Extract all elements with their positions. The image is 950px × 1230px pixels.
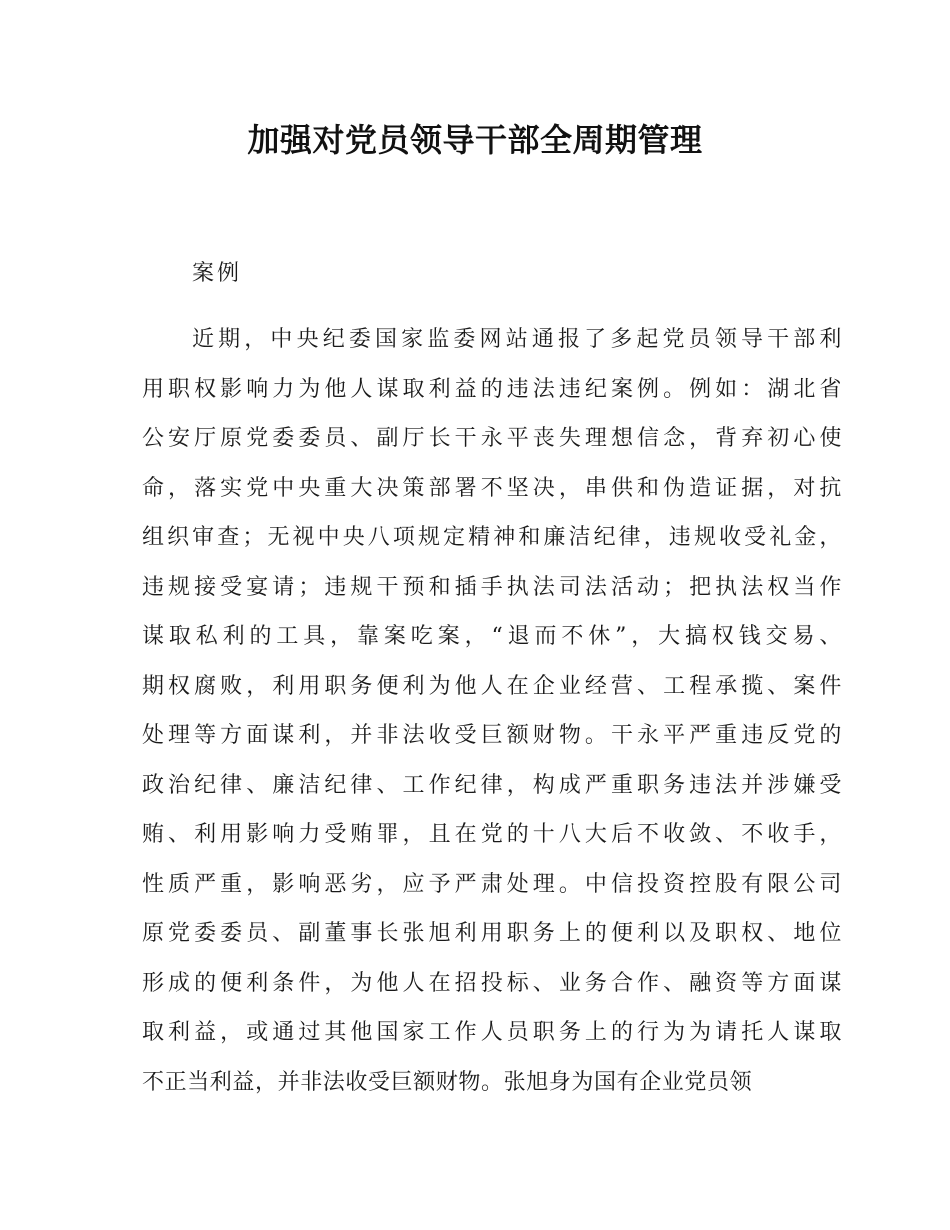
paragraph-line: 贿、利用影响力受贿罪，且在党的十八大后不收敛、不收手， — [142, 822, 842, 847]
paragraph-line: 处理等方面谋利，并非法收受巨额财物。干永平严重违反党的 — [142, 723, 842, 748]
paragraph-line: 期权腐败，利用职务便利为他人在企业经营、工程承揽、案件 — [142, 673, 842, 699]
paragraph-line: 政治纪律、廉洁纪律、工作纪律，构成严重职务违法并涉嫌受 — [142, 772, 842, 798]
paragraph-line: 谋取私利的工具，靠案吃案，“退而不休”，大搞权钱交易、 — [142, 624, 842, 649]
paragraph-line: 违规接受宴请；违规干预和插手执法司法活动；把执法权当作 — [142, 574, 842, 600]
paragraph-line: 用职权影响力为他人谋取利益的违法违纪案例。例如：湖北省 — [142, 376, 842, 402]
paragraph-line: 不正当利益，并非法收受巨额财物。张旭身为国有企业党员领 — [142, 1069, 753, 1095]
paragraph-line: 公安厅原党委委员、副厅长干永平丧失理想信念，背弃初心使 — [142, 426, 842, 451]
paragraph-line: 形成的便利条件，为他人在招投标、业务合作、融资等方面谋 — [142, 970, 842, 996]
section-label: 案例 — [192, 261, 243, 286]
document-title: 加强对党员领导干部全周期管理 — [247, 121, 703, 159]
paragraph-line: 原党委委员、副董事长张旭利用职务上的便利以及职权、地位 — [142, 921, 842, 946]
body-paragraph — [142, 322, 842, 1114]
paragraph-line: 近期，中央纪委国家监委网站通报了多起党员领导干部利 — [192, 327, 842, 352]
paragraph-line: 命，落实党中央重大决策部署不坚决，串供和伪造证据，对抗 — [142, 475, 842, 501]
paragraph-line: 性质严重，影响恶劣，应予严肃处理。中信投资控股有限公司 — [142, 871, 842, 897]
paragraph-line: 取利益，或通过其他国家工作人员职务上的行为为请托人谋取 — [142, 1020, 842, 1045]
paragraph-line: 组织审查；无视中央八项规定精神和廉洁纪律，违规收受礼金， — [142, 525, 842, 550]
